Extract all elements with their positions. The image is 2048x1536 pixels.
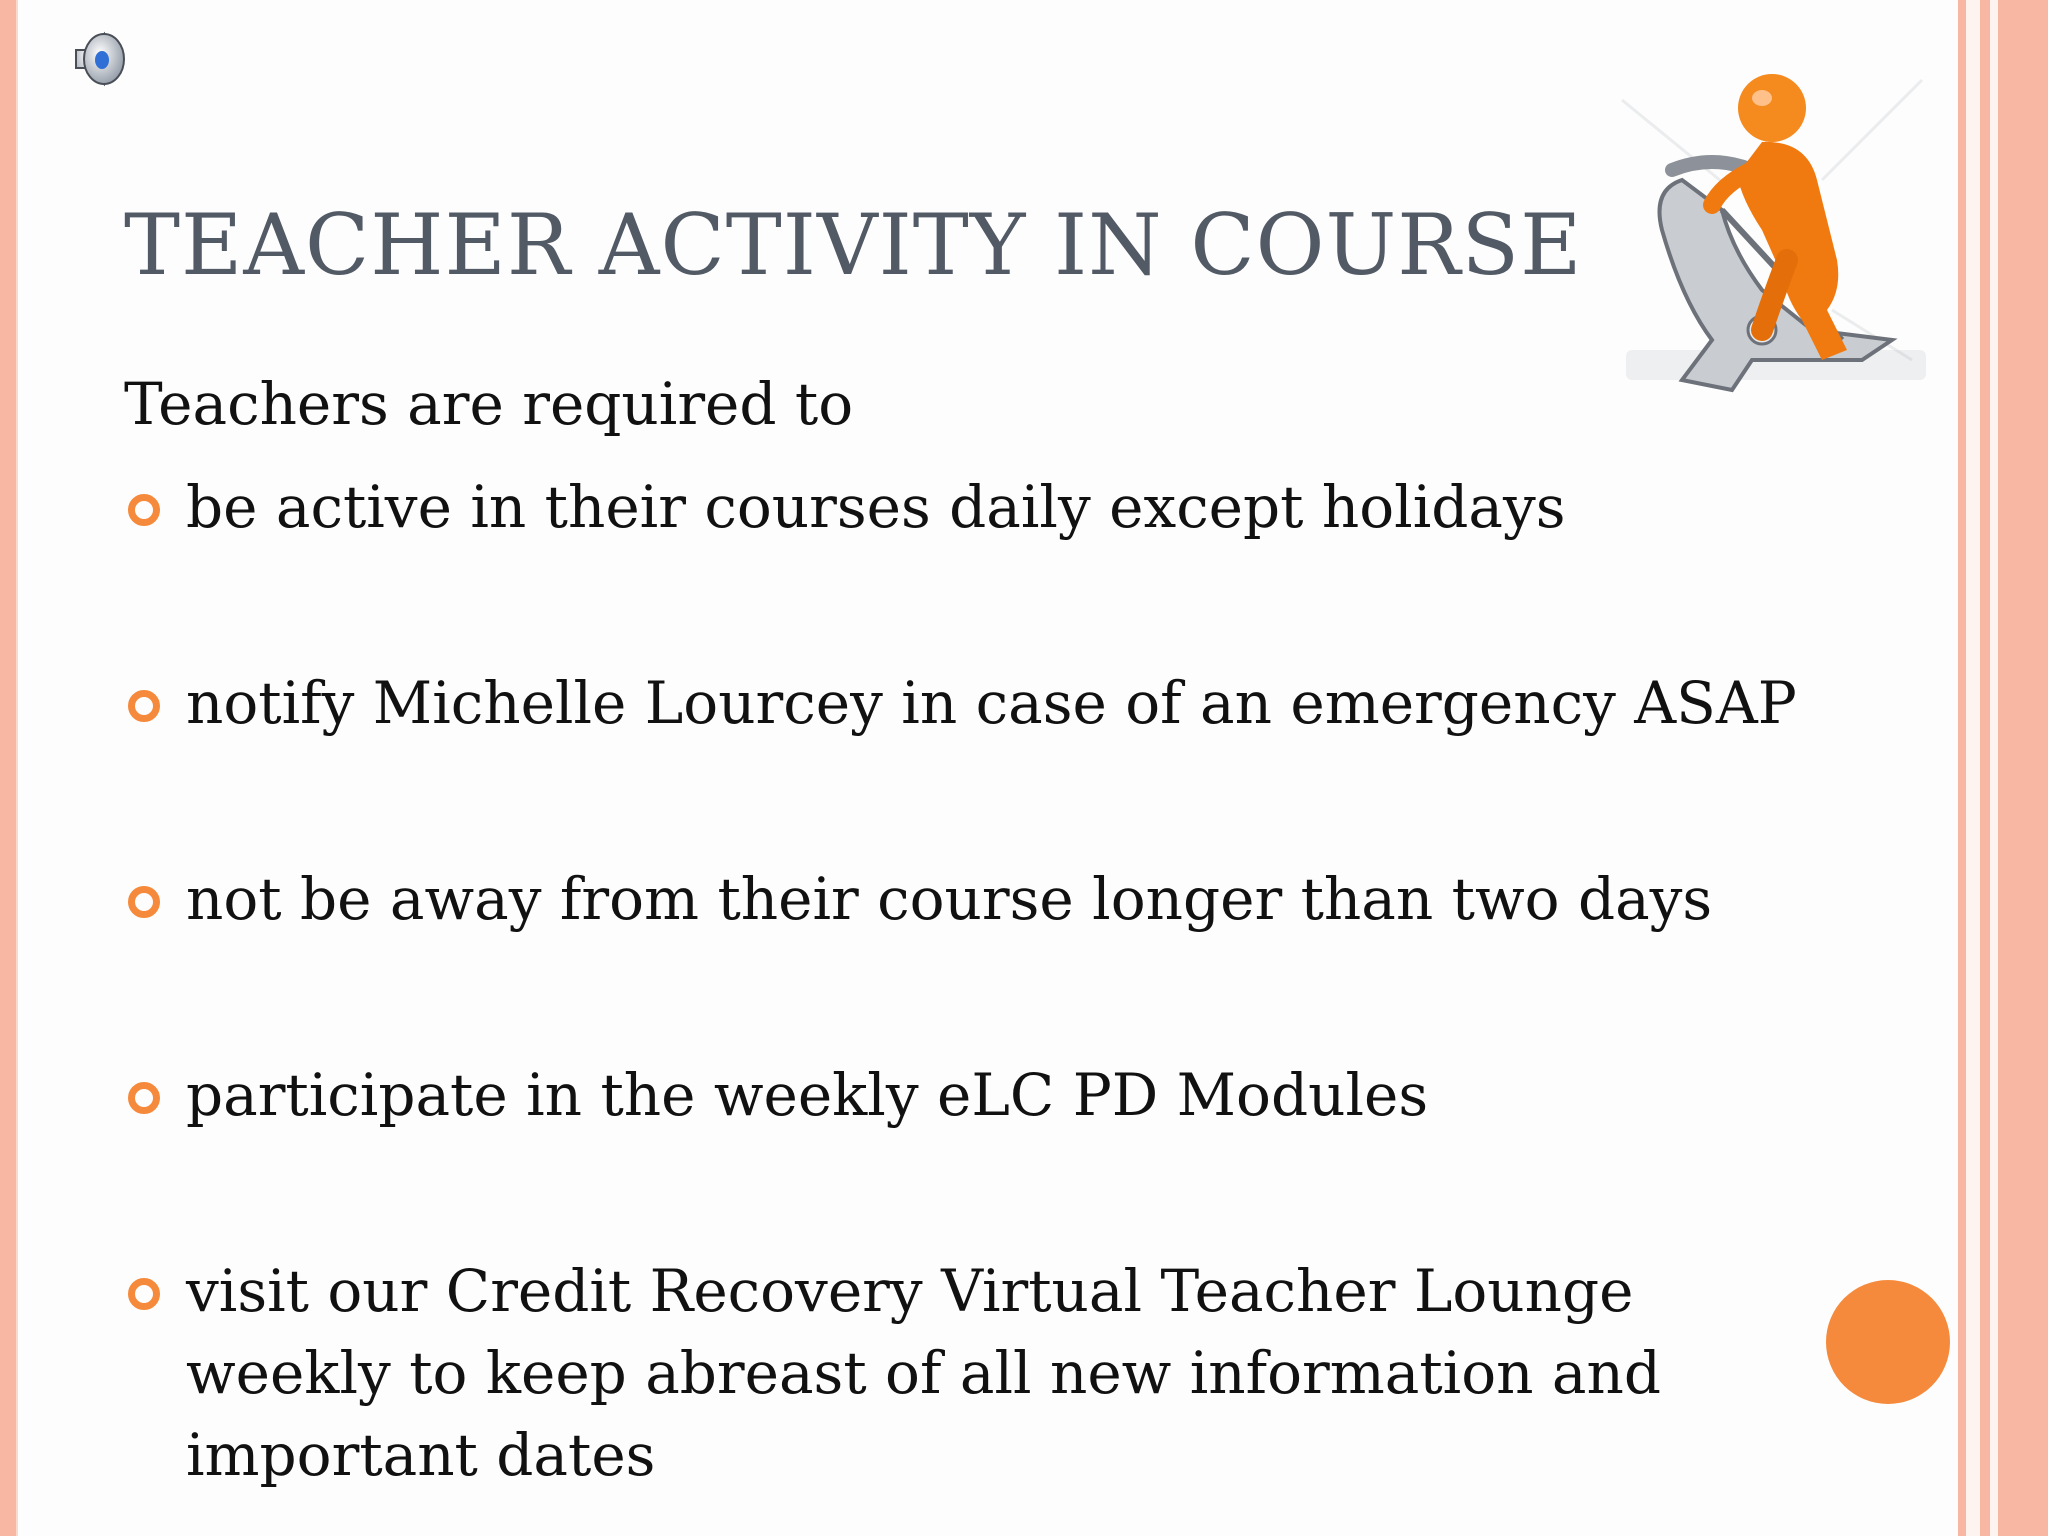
- slide-title: TEACHER ACTIVITY IN COURSE: [124, 196, 1583, 294]
- bullet-ring-icon: [128, 886, 160, 918]
- left-border-inner-stripe: [16, 0, 18, 1536]
- bullet-line: participate in the weekly eLC PD Modules: [186, 1061, 1429, 1129]
- bullet-ring-icon: [128, 1082, 160, 1114]
- exercise-figure-icon: [1612, 60, 1932, 420]
- decorative-orange-circle: [1826, 1280, 1950, 1404]
- bullet-ring-icon: [128, 1278, 160, 1310]
- bullet-ring-icon: [128, 690, 160, 722]
- left-border-stripe: [0, 0, 16, 1536]
- bullet-line: important dates: [186, 1421, 656, 1489]
- right-border-stripe-1: [1958, 0, 1966, 1536]
- bullet-line: be active in their courses daily except holidays: [186, 473, 1566, 541]
- bullet-line: not be away from their course longer than two days: [186, 865, 1713, 933]
- right-border-stripe-2: [1980, 0, 1990, 1536]
- speaker-icon[interactable]: [70, 26, 136, 92]
- bullet-line: visit our Credit Recovery Virtual Teacher Lounge: [186, 1257, 1634, 1325]
- bullet-ring-icon: [128, 494, 160, 526]
- right-border-gap-1: [1966, 0, 1980, 1536]
- right-border-stripe-3: [1998, 0, 2048, 1536]
- bullet-line: weekly to keep abreast of all new information and: [186, 1339, 1661, 1407]
- intro-text: Teachers are required to: [124, 370, 854, 438]
- right-border-gap-2: [1990, 0, 1998, 1536]
- bullet-line: notify Michelle Lourcey in case of an emergency ASAP: [186, 669, 1797, 737]
